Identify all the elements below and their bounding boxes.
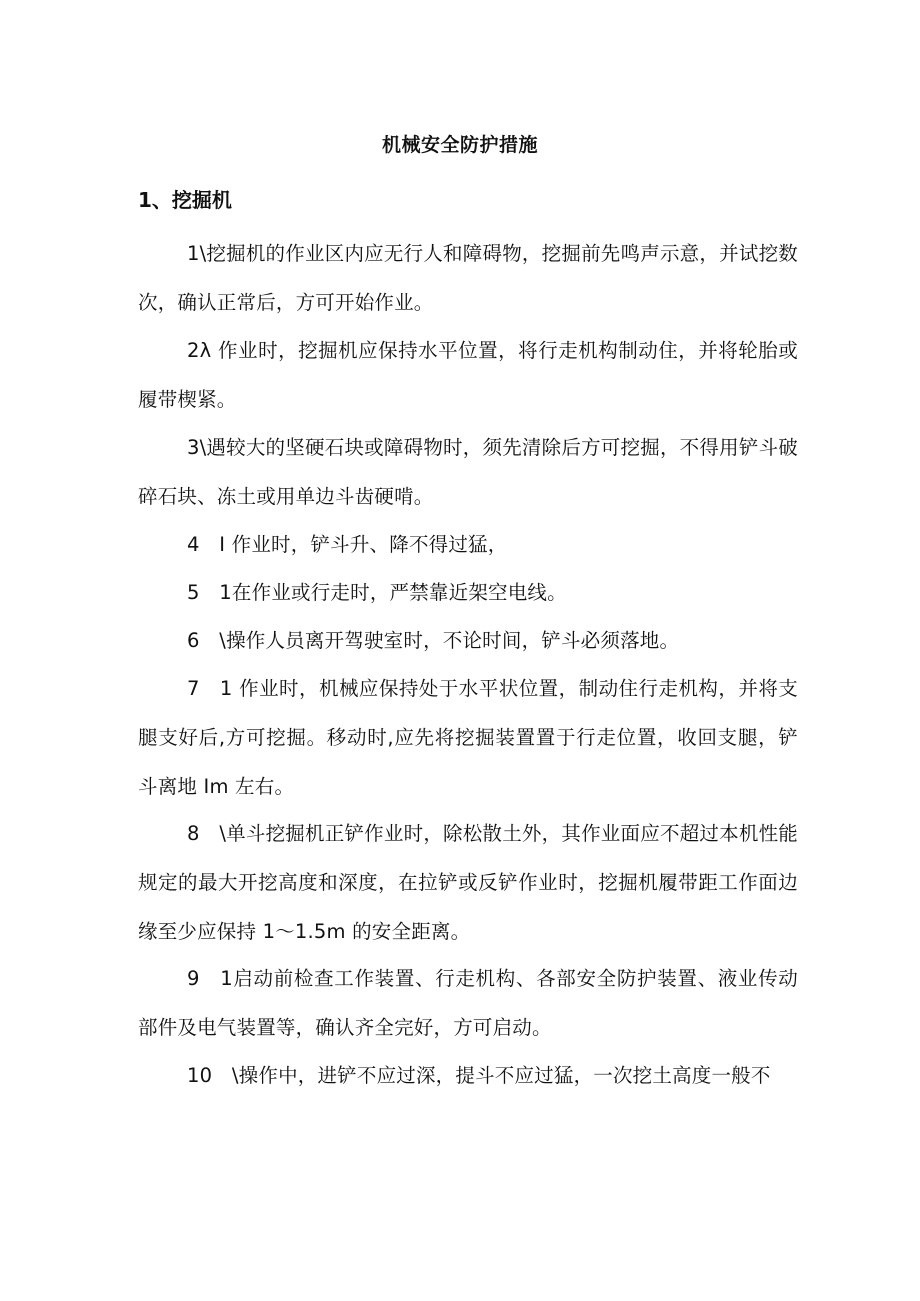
paragraph-8: 8 \单斗挖掘机正铲作业时，除松散土外，其作业面应不超过本机性能规定的最大开挖高度和深度，在拉铲或反铲作业时，挖掘机履带距工作面边缘至少应保持 1～1.5m 的安全距离。	[138, 822, 798, 943]
paragraph-10: 10 \操作中，进铲不应过深，提斗不应过猛，一次挖土高度一般不	[187, 1064, 771, 1087]
paragraph-2: 2λ 作业时，挖掘机应保持水平位置，将行走机构制动住，并将轮胎或履带楔紧。	[138, 339, 798, 411]
section-heading: 1、挖掘机	[138, 188, 232, 212]
paragraph-7: 7 1 作业时，机械应保持处于水平状位置，制动住行走机构，并将支腿支好后,方可挖掘。移动时,应先将挖掘装置置于行走位置，收回支腿，铲斗离地 Im 左右。	[138, 677, 798, 798]
paragraph-9: 9 1启动前检查工作装置、行走机构、各部安全防护装置、液业传动部件及电气装置等，确认齐全完好，方可启动。	[138, 967, 798, 1039]
paragraph-3: 3\遇较大的坚硬石块或障碍物时，须先清除后方可挖掘，不得用铲斗破碎石块、冻土或用单边斗齿硬啃。	[138, 436, 798, 508]
paragraph-5: 5 1在作业或行走时，严禁靠近架空电线。	[187, 581, 567, 604]
paragraph-4: 4 I 作业时，铲斗升、降不得过猛，	[187, 533, 508, 556]
paragraph-6: 6 \操作人员离开驾驶室时，不论时间，铲斗必须落地。	[187, 629, 680, 652]
paragraph-1: 1\挖掘机的作业区内应无行人和障碍物，挖掘前先鸣声示意，并试挖数次，确认正常后，方可开始作业。	[138, 242, 798, 314]
page-title: 机械安全防护措施	[381, 134, 538, 156]
